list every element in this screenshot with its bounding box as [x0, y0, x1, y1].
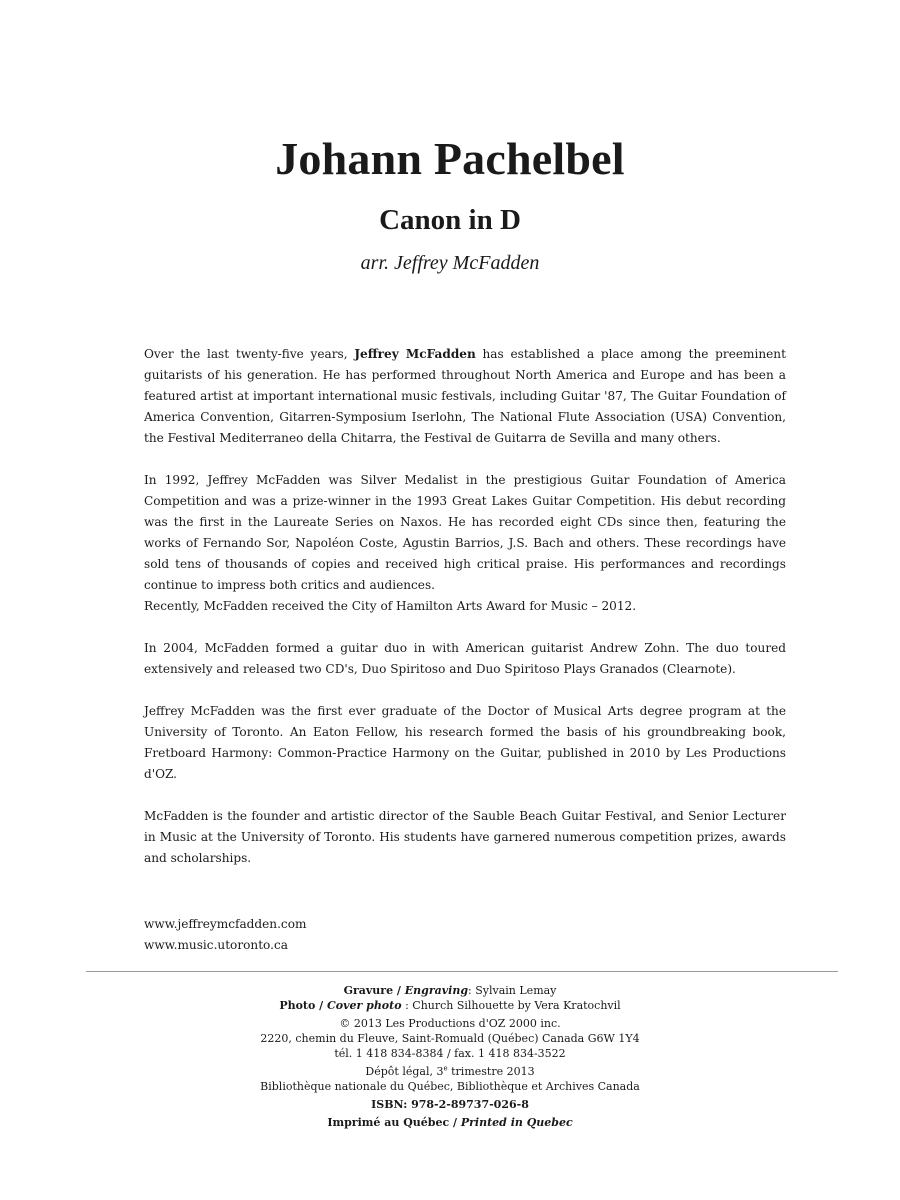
photo-label-fr: Photo / [279, 999, 328, 1012]
legal-deposit-pre: Dépôt légal, 3 [365, 1065, 444, 1078]
composer-title: Johann Pachelbel [275, 133, 625, 184]
engraving-value: : Sylvain Lemay [468, 984, 557, 997]
photo-label-en: Cover photo [327, 999, 402, 1012]
bio-paragraph-5: McFadden is the founder and artistic director of the Sauble Beach Guitar Festival, and Senior Lecturer in Music at the University of Toronto. His students have garnered numerous competition prizes, awards and scholarships. [144, 809, 786, 865]
engraving-credit [0, 983, 900, 998]
isbn-value: ISBN: 978-2-89737-026-8 [371, 1098, 529, 1111]
engraving-label-fr: Gravure / [343, 984, 405, 997]
link-utoronto[interactable]: www.music.utoronto.ca [144, 938, 288, 952]
biography [144, 344, 786, 890]
publication-credits [0, 983, 900, 1130]
bio-artist-name: Jeffrey McFadden [354, 347, 476, 361]
publisher-phone: tél. 1 418 834-8384 / fax. 1 418 834-3522 [334, 1047, 566, 1060]
photo-value: : Church Silhouette by Vera Kratochvil [401, 999, 621, 1012]
website-links [144, 914, 306, 956]
bio-intro: Over the last twenty-five years, [144, 347, 348, 361]
arranger-line: arr. Jeffrey McFadden [360, 252, 540, 274]
link-jeffreymcfadden[interactable]: www.jeffreymcfadden.com [144, 917, 307, 931]
bio-paragraph-1-text: has established a place among the preeminent guitarists of his generation. He has performed throughout North America and Europe and has been a featured artist at important international music festivals, including Guitar '87, The Guitar Foundation of America Convention, Gitarren-Symposium Iserlohn, The National Flute Association (USA) Convention, the Festival Mediterraneo della Chitarra, the Festival de Guitarra de Sevilla and many others. [144, 347, 786, 445]
legal-deposit-sup: e [443, 1064, 448, 1073]
library-line: Bibliothèque nationale du Québec, Bibliothèque et Archives Canada [260, 1080, 640, 1093]
photo-credit [0, 998, 900, 1013]
bio-award-line: Recently, McFadden received the City of Hamilton Arts Award for Music – 2012. [144, 599, 637, 613]
printed-in [0, 1115, 900, 1130]
publisher-address: 2220, chemin du Fleuve, Saint-Romuald (Québec) Canada G6W 1Y4 [260, 1032, 640, 1045]
legal-deposit [0, 1064, 900, 1079]
bio-paragraph-4: Jeffrey McFadden was the first ever graduate of the Doctor of Musical Arts degree program at the University of Toronto. An Eaton Fellow, his research formed the basis of his groundbreaking book, Fretboard Harmony: Common-Practice Harmony on the Guitar, published in 2010 by Les Productions d'OZ. [144, 704, 786, 781]
isbn [0, 1097, 900, 1112]
divider [86, 971, 838, 972]
copyright-line: © 2013 Les Productions d'OZ 2000 inc. [339, 1017, 561, 1030]
bio-paragraph-3: In 2004, McFadden formed a guitar duo in with American guitarist Andrew Zohn. The duo toured extensively and released two CD's, Duo Spiritoso and Duo Spiritoso Plays Granados (Clearnote). [144, 641, 786, 676]
printed-in-en: Printed in Quebec [460, 1116, 573, 1129]
legal-deposit-post: trimestre 2013 [447, 1065, 535, 1078]
bio-paragraph-1 [144, 344, 786, 449]
printed-in-fr: Imprimé au Québec / [327, 1116, 461, 1129]
work-title: Canon in D [379, 204, 521, 236]
bio-paragraph-2: In 1992, Jeffrey McFadden was Silver Medalist in the prestigious Guitar Foundation of America Competition and was a prize-winner in the 1993 Great Lakes Guitar Competition. His debut recording was the first in the Laureate Series on Naxos. He has recorded eight CDs since then, featuring the works of Fernando Sor, Napoléon Coste, Agustin Barrios, J.S. Bach and others. These recordings have sold tens of thousands of copies and received high critical praise. His performances and recordings continue to impress both critics and audiences. [144, 473, 786, 592]
engraving-label-en: Engraving [404, 984, 469, 997]
